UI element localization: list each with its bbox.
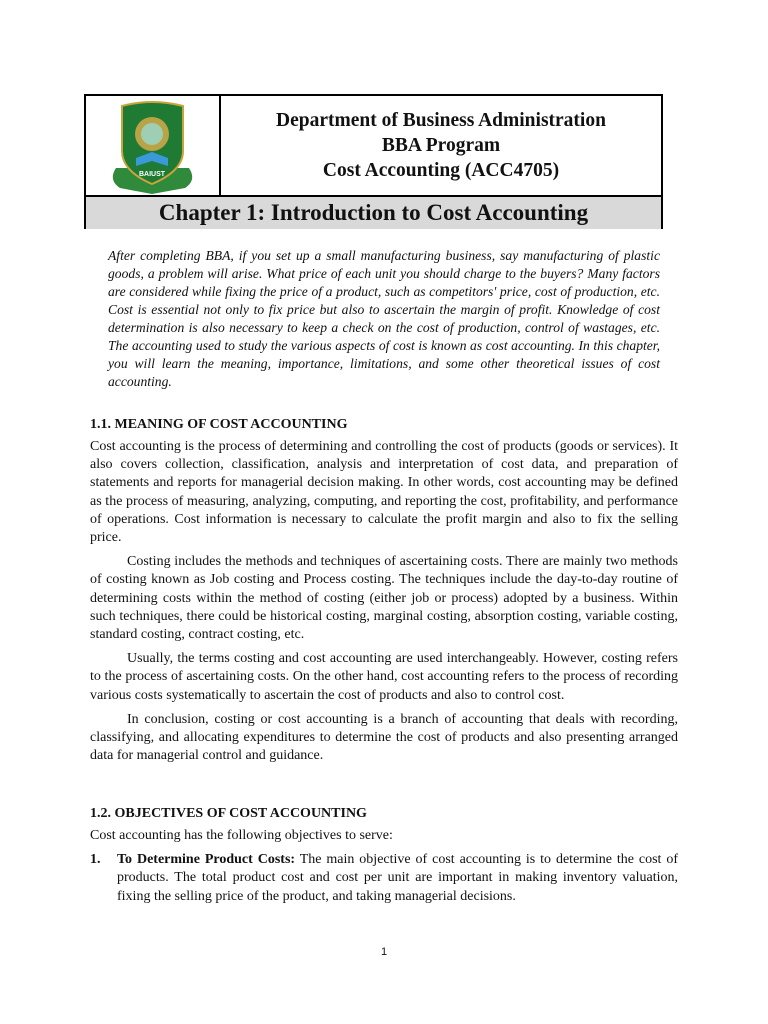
- chapter-title: Chapter 1: Introduction to Cost Accounting: [86, 195, 661, 229]
- paragraph: Usually, the terms costing and cost accounting are used interchangeably. However, costing refers to the process of ascertaining costs. On the other hand, cost accounting refers to the process of recording various costs systematically to ascertain the cost of products and also to control cost.: [90, 651, 678, 703]
- list-item-title: To Determine Product Costs:: [117, 852, 296, 868]
- document-header: [84, 94, 663, 229]
- paragraph: In conclusion, costing or cost accounting is a branch of accounting that deals with recording, classifying, and allocating expenditures to determine the cost of products and also presenting arranged data for managerial control and guidance.: [90, 711, 678, 764]
- section-heading: 1.2. OBJECTIVES OF COST ACCOUNTING: [90, 806, 367, 821]
- header-titles: [221, 96, 661, 195]
- logo-text: BAIUST: [138, 171, 166, 178]
- department-title: Department of Business Administration: [276, 110, 606, 131]
- paragraph: Cost accounting is the process of determining and controlling the cost of products (goods or services). It also covers collection, classification, analysis and interpretation of cost data, and preparation of statements and reports for managerial decision making. In other words, cost accounting may be defined as the process of measuring, analyzing, computing, and reporting the cost, profitability, and performance of operations. Cost information is necessary to calculate the profit margin and also to fix the selling price.: [90, 439, 678, 546]
- list-item: [90, 851, 678, 906]
- program-title: BBA Program: [381, 135, 501, 156]
- course-title: Cost Accounting (ACC4705): [322, 160, 560, 181]
- list-item-text: The main objective of cost accounting is to determine the cost of products. The total product cost and cost per unit are important in making inventory valuation, fixing the selling price of the product, and taking managerial decisions.: [117, 852, 679, 904]
- intro-paragraph: After completing BBA, if you set up a small manufacturing business, say manufacturing of plastic goods, a problem will arise. What price of each unit you should charge to the buyers? Many factors are considered while fixing the price of a product, such as competitors' price, cost of production, etc. Cost is essential not only to fix price but also to ascertain the margin of profit. Knowledge of cost determination is also necessary to keep a check on the cost of production, control of wastages, etc. The accounting used to study the various aspects of cost is known as cost accounting. In this chapter, you will learn the meaning, importance, limitations, and some other theoretical issues of cost accounting.: [108, 248, 660, 389]
- section-heading: 1.1. MEANING OF COST ACCOUNTING: [90, 417, 348, 432]
- page-number: 1: [380, 946, 388, 958]
- university-logo-icon: [86, 96, 219, 195]
- paragraph: Cost accounting has the following objectives to serve:: [90, 828, 393, 843]
- paragraph: Costing includes the methods and techniques of ascertaining costs. There are mainly two methods of costing known as Job costing and Process costing. The techniques include the day-to-day routine of determining costs within the method of costing (either job or process) adopted by a business. Within such techniques, there could be historical costing, marginal costing, absorption costing, variable costing, standard costing, contract costing, etc.: [90, 554, 678, 643]
- list-number: 1.: [90, 852, 101, 868]
- section-meaning: [90, 416, 678, 771]
- section-objectives: [90, 805, 678, 906]
- logo-cell: [86, 96, 221, 195]
